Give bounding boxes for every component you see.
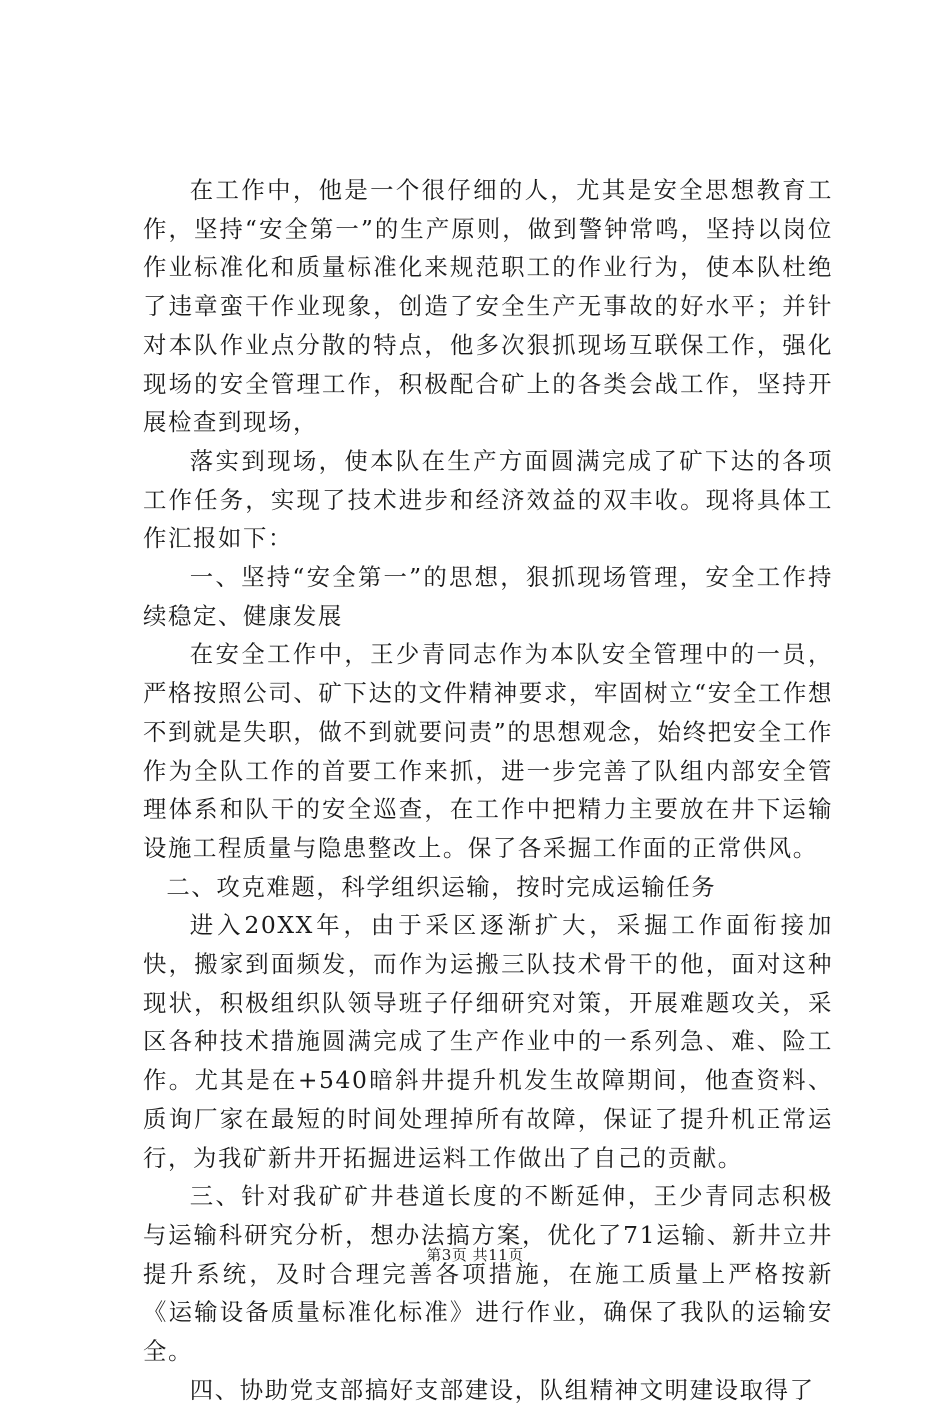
section-heading-2: 二、攻克难题，科学组织运输，按时完成运输任务 — [166, 872, 717, 901]
document-body — [143, 171, 833, 1410]
section-heading-1: 一、坚持“安全第一”的思想，狠抓现场管理，安全工作持续稳定、健康发展 — [143, 563, 833, 630]
page-footer: 第3页 共11页 — [426, 1246, 524, 1264]
paragraph-transport-tasks: 进入20XX年，由于采区逐渐扩大，采掘工作面衔接加快，搬家到面频发，而作为运搬三队技术骨干的他，面对这种现状，积极组织队领导班子仔细研究对策，开展难题攻关，采区各种技术措施圆满完成了生产作业中的一系列急、难、险工作。尤其是在+540暗斜井提升机发生故障期间，他查资料、质询厂家在最短的时间处理掉所有故障，保证了提升机正常运行，为我矿新井开拓掘进运料工作做出了自己的贡献。 — [143, 911, 833, 1172]
paragraph-safety-work: 在工作中，他是一个很仔细的人，尤其是安全思想教育工作，坚持“安全第一”的生产原则，做到警钟常鸣，坚持以岗位作业标准化和质量标准化来规范职工的作业行为，使本队杜绝了违章蛮干作业现象，创造了安全生产无事故的好水平；并针对本队作业点分散的特点，他多次狠抓现场互联保工作，强化现场的安全管理工作，积极配合矿上的各类会战工作，坚持开展检查到现场， — [143, 176, 833, 437]
paragraph-implementation: 落实到现场，使本队在生产方面圆满完成了矿下达的各项工作任务，实现了技术进步和经济效益的双丰收。现将具体工作汇报如下： — [143, 446, 833, 553]
section-heading-4: 四、协助党支部搞好支部建设，队组精神文明建设取得了 — [189, 1375, 815, 1404]
section-heading-3: 三、针对我矿矿井巷道长度的不断延伸，王少青同志积极与运输科研究分析，想办法搞方案，优化了71运输、新井立井提升系统，及时合理完善各项措施，在施工质量上严格按新《运输设备质量标准化标准》进行作业，确保了我队的运输安全。 — [143, 1182, 833, 1366]
paragraph-safety-management: 在安全工作中，王少青同志作为本队安全管理中的一员，严格按照公司、矿下达的文件精神要求，牢固树立“安全工作想不到就是失职，做不到就要问责”的思想观念，始终把安全工作作为全队工作的首要工作来抓，进一步完善了队组内部安全管理体系和队干的安全巡查，在工作中把精力主要放在井下运输设施工程质量与隐患整改上。保了各采掘工作面的正常供风。 — [143, 640, 833, 862]
